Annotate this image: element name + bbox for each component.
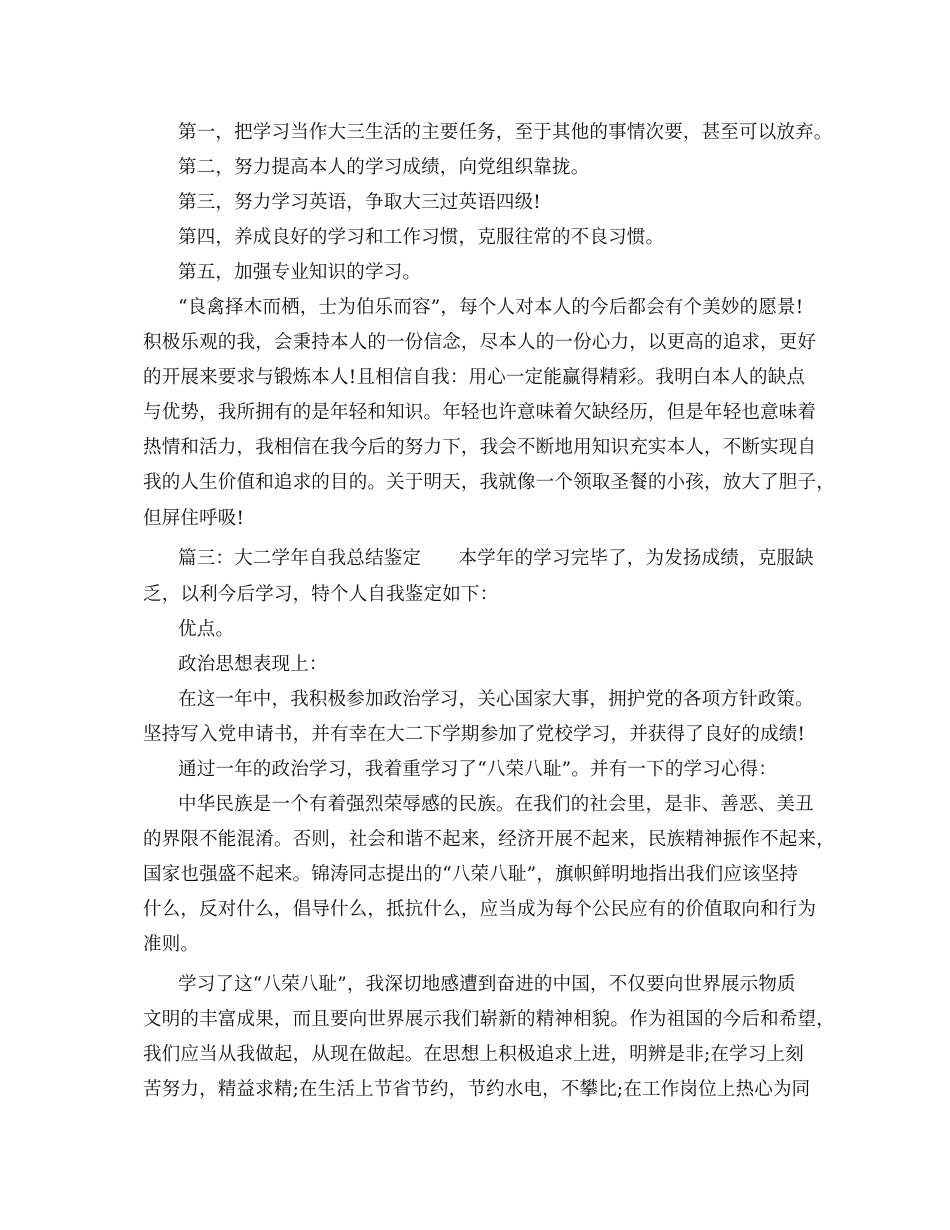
- text-line: 学习了这“八荣八耻”，我深切地感遭到奋进的中国，不仅要向世界展示物质: [178, 974, 796, 995]
- text-line: 中华民族是一个有着强烈荣辱感的民族。在我们的社会里，是非、善恶、美丑: [178, 794, 814, 815]
- text-line: 我的人生价值和追求的目的。关于明天，我就像一个领取圣餐的小孩，放大了胆子，: [143, 472, 835, 493]
- text-line: 的界限不能混淆。否则，社会和谐不起来，经济开展不起来，民族精神振作不起来，: [143, 829, 835, 850]
- text-line: 政治思想表现上：: [178, 654, 328, 675]
- text-line: 的开展来要求与锻炼本人!且相信自我：用心一定能赢得精彩。我明白本人的缺点: [143, 367, 806, 388]
- text-line: 第一，把学习当作大三生活的主要任务，至于其他的事情次要，甚至可以放弃。: [178, 122, 833, 143]
- text-line: 但屏住呼吸!: [143, 508, 245, 529]
- text-line: 积极乐观的我，会秉持本人的一份信念，尽本人的一份心力，以更高的追求，更好: [143, 332, 817, 353]
- text-line: 通过一年的政治学习，我着重学习了“八荣八耻”。并有一下的学习心得：: [178, 759, 778, 780]
- text-line: 第二，努力提高本人的学习成绩，向党组织靠拢。: [178, 157, 590, 178]
- text-line: 第三，努力学习英语，争取大三过英语四级!: [178, 192, 541, 213]
- text-line: 与优势，我所拥有的是年轻和知识。年轻也许意味着欠缺经历，但是年轻也意味着: [143, 402, 817, 423]
- text-line: 准则。: [143, 934, 200, 955]
- text-line: 乏，以利今后学习，特个人自我鉴定如下：: [143, 584, 499, 605]
- text-line: 什么，反对什么，倡导什么，抵抗什么，应当成为每个公民应有的价值取向和行为: [143, 899, 817, 920]
- text-line: 第五，加强专业知识的学习。: [178, 262, 422, 283]
- text-line: 苦努力，精益求精;在生活上节省节约，节约水电，不攀比;在工作岗位上热心为同: [143, 1079, 811, 1100]
- text-line: 第四，养成良好的学习和工作习惯，克服往常的不良习惯。: [178, 227, 665, 248]
- text-line: 我们应当从我做起，从现在做起。在思想上积极追求上进，明辨是非;在学习上刻: [143, 1044, 804, 1065]
- text-line: 优点。: [178, 619, 235, 640]
- text-line: 文明的丰富成果，而且要向世界展示我们崭新的精神相貌。作为祖国的今后和希望，: [143, 1009, 835, 1030]
- text-line: “良禽择木而栖，士为伯乐而容”，每个人对本人的今后都会有个美妙的愿景!: [178, 297, 804, 318]
- text-line: 坚持写入党申请书，并有幸在大二下学期参加了党校学习，并获得了良好的成绩!: [143, 724, 806, 745]
- text-line: 篇三：大二学年自我总结鉴定 本学年的学习完毕了，为发扬成绩，克服缺: [178, 548, 814, 569]
- text-line: 国家也强盛不起来。锦涛同志提出的“八荣八耻”，旗帜鲜明地指出我们应该坚持: [143, 864, 799, 885]
- text-line: 在这一年中，我积极参加政治学习，关心国家大事，拥护党的各项方针政策。: [178, 689, 814, 710]
- text-line: 热情和活力，我相信在我今后的努力下，我会不断地用知识充实本人，不断实现自: [143, 437, 817, 458]
